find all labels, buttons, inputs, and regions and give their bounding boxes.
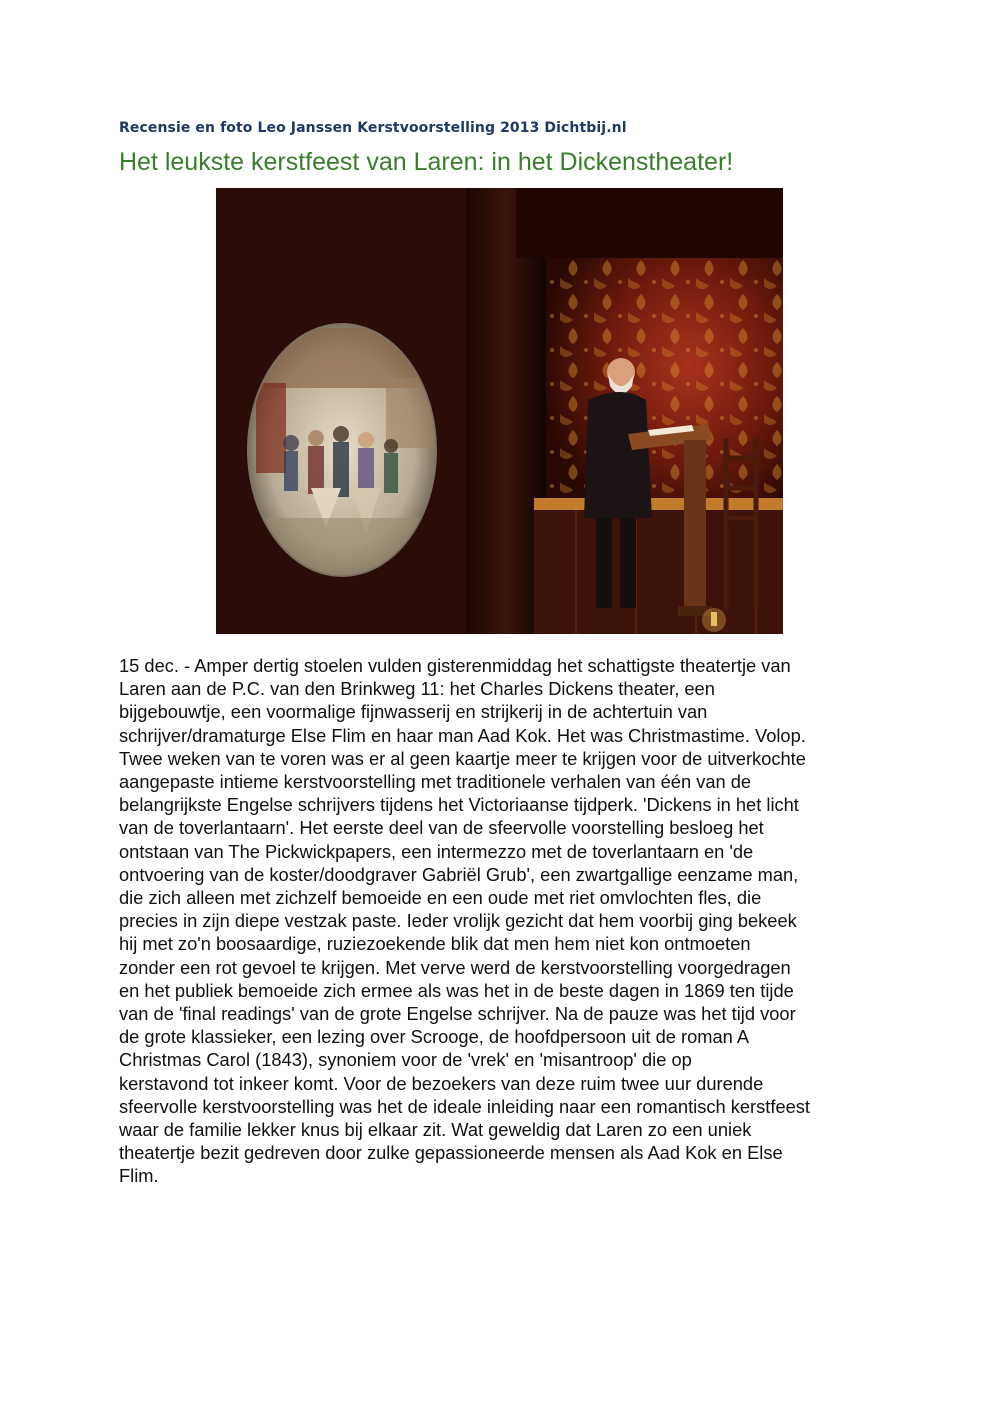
article-headline: Het leukste kerstfeest van Laren: in het Dickenstheater!: [119, 148, 734, 176]
article-body: [119, 654, 889, 1188]
article-body-line: aangepaste intieme kerstvoorstelling met traditionele verhalen van één van de: [119, 771, 752, 793]
article-body-line: precies in zijn diepe vestzak paste. Ieder vrolijk gezicht dat hem voorbij ging bekeek: [119, 910, 797, 932]
article-body-line: Twee weken van te voren was er al geen kaartje meer te krijgen voor de uitverkochte: [119, 747, 806, 769]
article-body-line: sfeervolle kerstvoorstelling was het de ideale inleiding naar een romantisch kerstfeest: [119, 1095, 810, 1117]
article-body-line: belangrijkste Engelse schrijvers tijdens het Victoriaanse tijdperk. 'Dickens in het licht: [119, 794, 799, 816]
article-body-line: 15 dec. - Amper dertig stoelen vulden gisterenmiddag het schattigste theatertje van: [119, 655, 791, 676]
article-body-line: kerstavond tot inkeer komt. Voor de bezoekers van deze ruim twee uur durende: [119, 1072, 764, 1094]
article-body-line: de grote klassieker, een lezing over Scrooge, de hoofdpersoon uit de roman A: [119, 1026, 750, 1048]
article-body-line: Flim.: [119, 1165, 159, 1187]
article-kicker: Recensie en foto Leo Janssen Kerstvoorstelling 2013 Dichtbij.nl: [119, 120, 627, 136]
article-body-line: theatertje bezit gedreven door zulke gepassioneerde mensen als Aad Kok en Else: [119, 1142, 783, 1164]
article-body-line: ontvoering van de koster/doodgraver Gabriël Grub', een zwartgallige eenzame man,: [119, 863, 799, 885]
article-body-line: en het publiek bemoeide zich ermee als was het in de beste dagen in 1869 ten tijde: [119, 979, 794, 1001]
article-body-line: hij met zo'n boosaardige, ruziezoekende blik dat men hem niet kon ontmoeten: [119, 933, 751, 955]
article-body-line: schrijver/dramaturge Else Flim en haar man Aad Kok. Het was Christmastime. Volop.: [119, 724, 806, 746]
article-body-line: bijgebouwtje, een voormalige fijnwasserij en strijkerij in de achtertuin van: [119, 701, 708, 723]
article-body-line: Christmas Carol (1843), synoniem voor de 'vrek' en 'misantroop' die op: [119, 1049, 692, 1071]
article-body-line: van de 'final readings' van de grote Engelse schrijver. Na de pauze was het tijd voor: [119, 1003, 796, 1025]
article-body-line: die zich alleen met zichzelf bemoeide en een oude met riet omvlochten fles, die: [119, 887, 762, 909]
article-body-line: waar de familie lekker knus bij elkaar zit. Wat geweldig dat Laren zo een uniek: [119, 1119, 752, 1141]
article-body-line: Laren aan de P.C. van den Brinkweg 11: het Charles Dickens theater, een: [119, 678, 715, 700]
article-body-line: zonder een rot gevoel te krijgen. Met verve werd de kerstvoorstelling voorgedragen: [119, 956, 791, 978]
theater-photo: [216, 188, 783, 634]
article-body-line: ontstaan van The Pickwickpapers, een intermezzo met de toverlantaarn en 'de: [119, 840, 754, 862]
article-body-line: van de toverlantaarn'. Het eerste deel van de sfeervolle voorstelling besloeg het: [119, 817, 764, 839]
